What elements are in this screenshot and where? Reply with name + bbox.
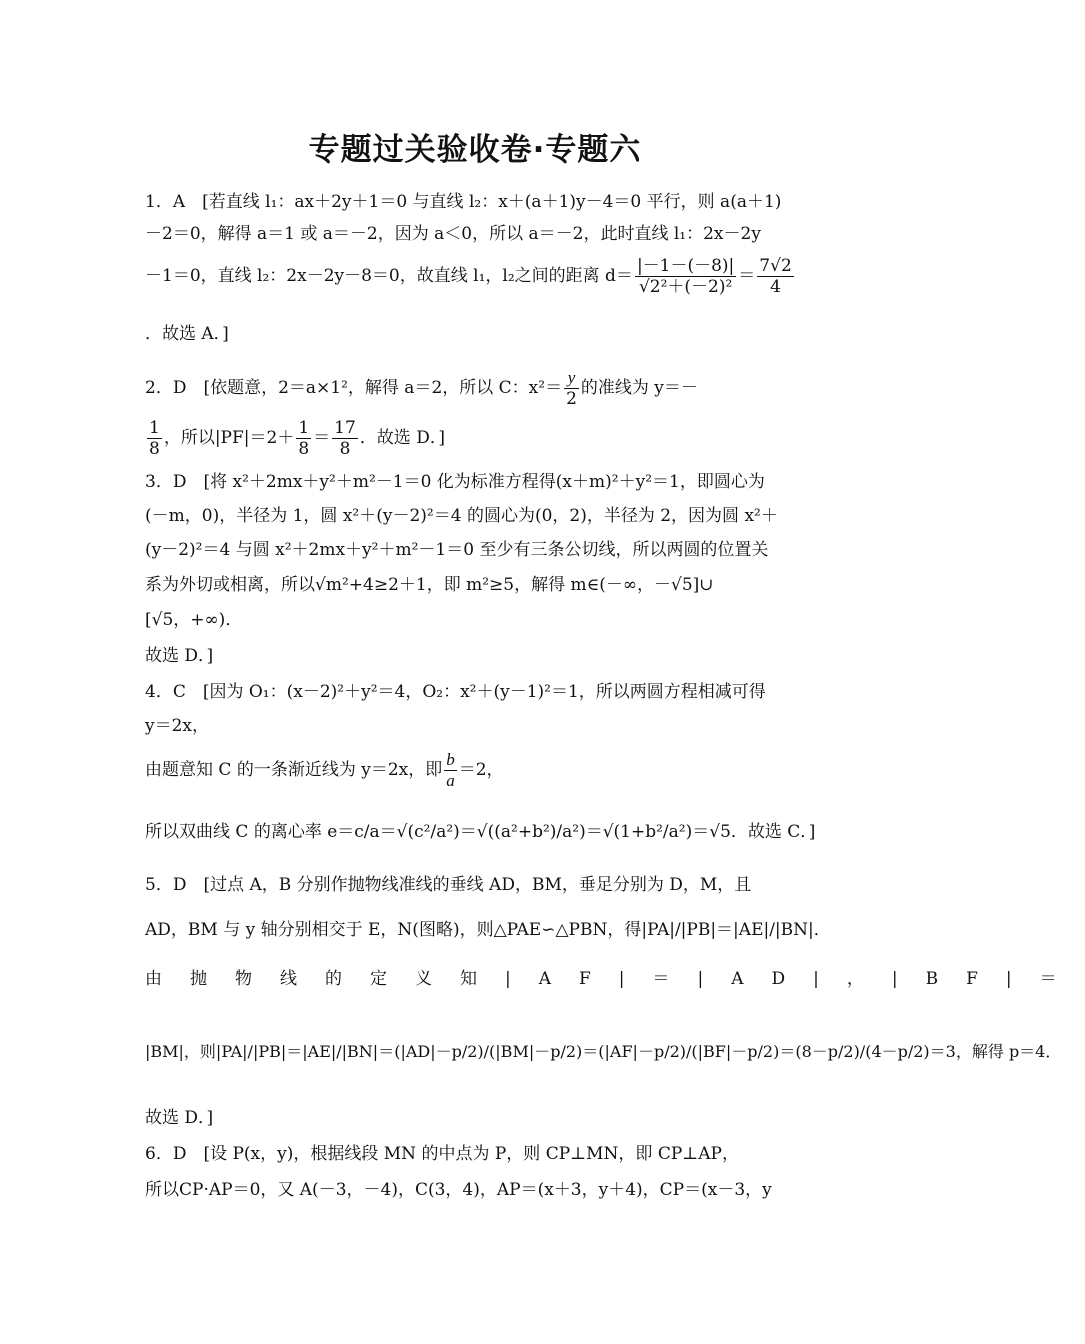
equals: ＝ <box>738 266 756 286</box>
text-line <box>145 256 796 297</box>
numerator: 17 <box>334 418 356 438</box>
text-line: ．故选 A．] <box>145 324 229 344</box>
text-line: (－m，0)，半径为 1，圆 x²＋(y－2)²＝4 的圆心为(0，2)，半径为 2，因为圆 x²＋ <box>145 506 778 526</box>
page-title: 专题过关验收卷·专题六 <box>308 132 642 168</box>
text-line: AD，BM 与 y 轴分别相交于 E，N(图略)，则△PAE∽△PBN，得|PA|/|PB|＝|AE|/|BN|． <box>145 920 831 940</box>
text-line: 系为外切或相离，所以√m²+4≥2＋1，即 m²≥5，解得 m∈(－∞，－√5]∪ <box>145 575 714 595</box>
denominator: 4 <box>770 277 781 297</box>
text-line: 由抛物线的定义知|AF|＝|AD|，|BF|＝ <box>145 969 1085 989</box>
denominator: 8 <box>339 439 351 459</box>
fraction <box>444 750 457 791</box>
text-line: 5．D [过点 A，B 分别作抛物线准线的垂线 AD，BM，垂足分别为 D，M，且 <box>145 875 752 895</box>
text-span: ．故选 D．] <box>359 428 445 448</box>
formula-prefix: －1＝0，直线 l₂：2x－2y－8＝0，故直线 l₁，l₂之间的距离 d＝ <box>145 266 633 286</box>
text-line: (y－2)²＝4 与圆 x²＋2mx＋y²＋m²－1＝0 至少有三条公切线，所以两圆的位置关 <box>145 540 769 560</box>
text-line: 4．C [因为 O₁：(x－2)²＋y²＝4，O₂：x²＋(y－1)²＝1，所以两圆方程相减可得 <box>145 682 766 702</box>
fraction <box>332 418 358 459</box>
denominator: 8 <box>298 439 310 459</box>
numerator: b <box>446 750 455 769</box>
text-span: ，所以|PF|＝2＋ <box>163 428 295 448</box>
numerator: 1 <box>149 418 160 438</box>
text-line: 所以CP·AP＝0，又 A(－3，－4)，C(3，4)，AP＝(x＋3，y＋4)，CP＝(x－3，y <box>145 1180 772 1200</box>
text-line: y＝2x， <box>145 716 210 736</box>
equals: ＝ <box>313 428 331 448</box>
denominator: 2 <box>566 389 577 409</box>
fraction <box>296 418 311 459</box>
text-line <box>145 418 445 459</box>
text-span: 由题意知 C 的一条渐近线为 y＝2x，即 <box>145 760 443 780</box>
text-line: －2＝0，解得 a＝1 或 a＝－2，因为 a＜0，所以 a＝－2，此时直线 l₁：2x－2y <box>145 224 761 244</box>
fraction <box>635 256 736 297</box>
numerator: 7√2 <box>759 256 792 276</box>
denominator: √2²＋(－2)² <box>638 277 733 297</box>
text-span: ＝2， <box>458 760 504 780</box>
text-line <box>145 368 698 409</box>
text-line: |BM|，则|PA|/|PB|＝|AE|/|BN|＝(|AD|－p/2)/(|BM|－p/2)＝(|AF|－p/2)/(|BF|－p/2)＝(8－p/2)/(4－p/2)＝3，解得 p＝4． <box>145 1042 1062 1061</box>
numerator: y <box>564 368 579 389</box>
fraction <box>147 418 162 459</box>
text-line: 故选 D．] <box>145 646 214 666</box>
denominator: a <box>446 771 455 790</box>
numerator: |－1－(－8)| <box>636 256 735 276</box>
text-line: 1．A [若直线 l₁：ax＋2y＋1＝0 与直线 l₂：x＋(a＋1)y－4＝0 平行，则 a(a＋1) <box>145 192 782 212</box>
text-span: 的准线为 y＝－ <box>580 378 698 398</box>
denominator: 8 <box>149 439 160 459</box>
fraction <box>564 368 579 409</box>
fraction <box>757 256 793 297</box>
text-line: 所以双曲线 C 的离心率 e＝c/a＝√(c²/a²)＝√((a²+b²)/a²)＝√(1+b²/a²)＝√5．故选 C．] <box>145 822 816 842</box>
text-line <box>145 750 504 791</box>
text-line: 6．D [设 P(x，y)，根据线段 MN 的中点为 P，则 CP⊥MN，即 CP⊥AP， <box>145 1144 739 1164</box>
text-span: 2．D [依题意，2＝a×1²，解得 a＝2，所以 C：x²＝ <box>145 378 563 398</box>
numerator: 1 <box>298 418 310 438</box>
text-line: 3．D [将 x²＋2mx＋y²＋m²－1＝0 化为标准方程得(x＋m)²＋y²＝1，即圆心为 <box>145 472 765 492</box>
text-line: [√5，+∞)． <box>145 610 243 630</box>
text-line: 故选 D．] <box>145 1108 214 1128</box>
